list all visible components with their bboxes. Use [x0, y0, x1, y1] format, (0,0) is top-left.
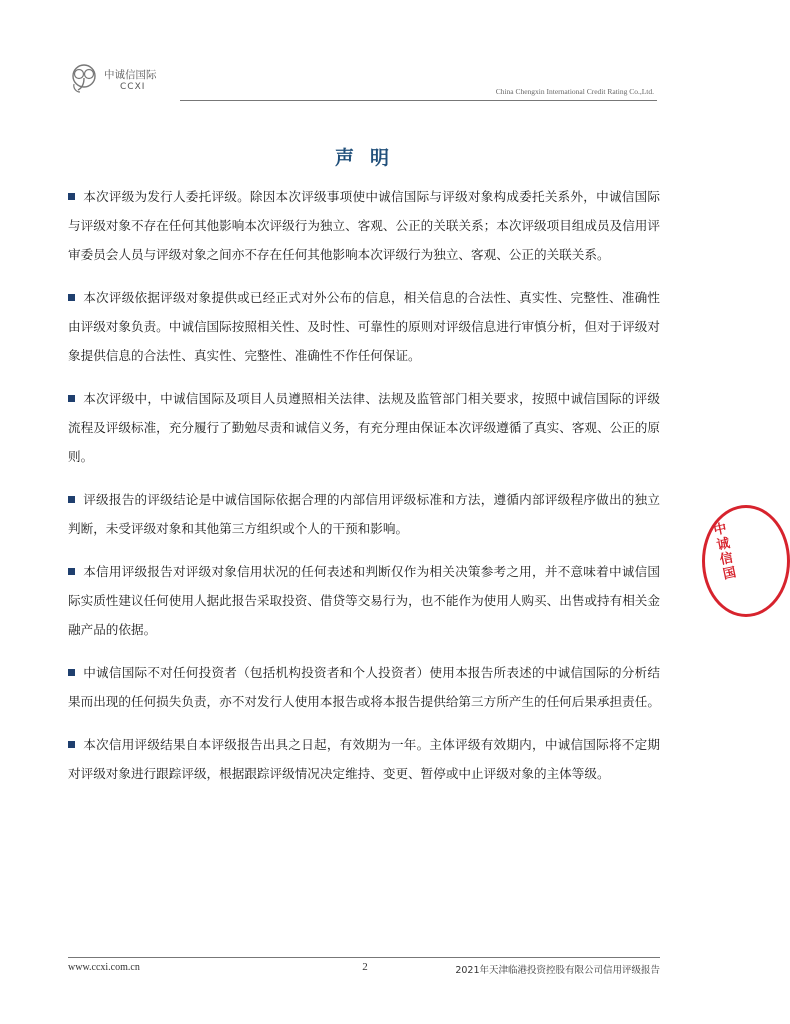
square-bullet-icon [68, 568, 75, 575]
statement-text: 本信用评级报告对评级对象信用状况的任何表述和判断仅作为相关决策参考之用，并不意味着中诚信国际实质性建议任何使用人据此报告采取投资、借贷等交易行为，也不能作为使用人购买、出售或持有相关金融产品的依据。 [68, 564, 660, 637]
ccxi-elephant-logo-icon [70, 62, 100, 94]
statement-text: 本次评级依据评级对象提供或已经正式对外公布的信息，相关信息的合法性、真实性、完整性、准确性由评级对象负责。中诚信国际按照相关性、及时性、可靠性的原则对评级信息进行审慎分析，但对于评级对象提供信息的合法性、真实性、完整性、准确性不作任何保证。 [68, 290, 660, 363]
page-title: 声明 [334, 147, 405, 169]
header-divider [180, 100, 657, 101]
square-bullet-icon [68, 741, 75, 748]
header-company-name: China Chengxin International Credit Rating Co.,Ltd. [495, 87, 654, 96]
statement-text: 中诚信国际不对任何投资者（包括机构投资者和个人投资者）使用本报告所表述的中诚信国际的分析结果而出现的任何损失负责，亦不对发行人使用本报告或将本报告提供给第三方所产生的任何后果承担责任。 [68, 665, 660, 709]
statement-paragraph [68, 658, 660, 716]
statement-paragraph [68, 283, 660, 370]
statement-paragraph [68, 182, 660, 269]
footer-divider [68, 957, 660, 958]
square-bullet-icon [68, 294, 75, 301]
company-logo [70, 60, 180, 100]
page-header [70, 60, 657, 104]
footer-website: www.ccxi.com.cn [68, 962, 140, 973]
logo-chinese-name: 中诚信国际 [104, 69, 157, 81]
footer-report-name: 2021年天津临港投资控股有限公司信用评级报告 [455, 965, 660, 976]
square-bullet-icon [68, 669, 75, 676]
statement-paragraph [68, 384, 660, 471]
official-seal-stamp [702, 505, 790, 617]
statement-paragraph [68, 730, 660, 788]
square-bullet-icon [68, 496, 75, 503]
statement-text: 评级报告的评级结论是中诚信国际依据合理的内部信用评级标准和方法，遵循内部评级程序做出的独立判断，未受评级对象和其他第三方组织或个人的干预和影响。 [68, 492, 660, 536]
square-bullet-icon [68, 193, 75, 200]
statement-paragraph [68, 485, 660, 543]
statement-text: 本次评级中，中诚信国际及项目人员遵照相关法律、法规及监管部门相关要求，按照中诚信国际的评级流程及评级标准，充分履行了勤勉尽责和诚信义务，有充分理由保证本次评级遵循了真实、客观、公正的原则。 [68, 391, 660, 464]
square-bullet-icon [68, 395, 75, 402]
statement-text: 本次信用评级结果自本评级报告出具之日起，有效期为一年。主体评级有效期内，中诚信国际将不定期对评级对象进行跟踪评级，根据跟踪评级情况决定维持、变更、暂停或中止评级对象的主体等级。 [68, 737, 660, 781]
statement-text: 本次评级为发行人委托评级。除因本次评级事项使中诚信国际与评级对象构成委托关系外，中诚信国际与评级对象不存在任何其他影响本次评级行为独立、客观、公正的关联关系；本次评级项目组成员及信用评审委员会人员与评级对象之间亦不存在任何其他影响本次评级行为独立、客观、公正的关联关系。 [68, 189, 660, 262]
logo-english-name: CCXI [120, 82, 146, 92]
seal-text: 中诚信国 [712, 521, 738, 583]
statement-paragraph [68, 557, 660, 644]
statement-body [68, 182, 660, 802]
page-number: 2 [362, 961, 368, 973]
